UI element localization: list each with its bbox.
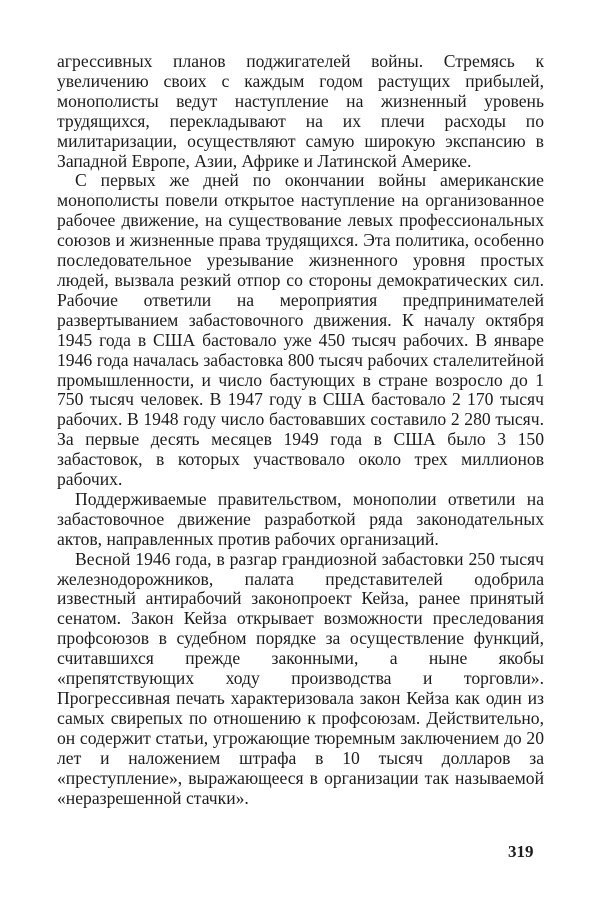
- paragraph-strike-movement: С первых же дней по окончании войны американские монополисты повели открытое наступление на организованное рабочее движение, на существование левых профессиональных союзов и жизненные права трудящихся. Эта политика, особенно последовательное урезывание жизненного уровня простых людей, вызвала резкий отпор со стороны демократических сил. Рабочие ответили на мероприятия предпринимателей развертыванием забастовочного движения. К началу октября 1945 года в США бастовало уже 450 тысяч рабочих. В январе 1946 года началась забастовка 800 тысяч рабочих сталелитейной промышленности, и число бастующих в стране возросло до 1 750 тысяч человек. В 1947 году в США бастовало 2 170 тысяч рабочих. В 1948 году число бастовавших составило 2 280 тысяч. За первые десять месяцев 1949 года в США было 3 150 забастовок, в которых участвовало около трех миллионов рабочих.: [57, 170, 544, 490]
- page-body: [57, 52, 544, 808]
- paragraph-legislative-response: Поддерживаемые правительством, монополии ответили на забастовочное движение разработкой ряда законодательных актов, направленных против рабочих организаций.: [57, 488, 544, 549]
- paragraph-case-bill: Весной 1946 года, в разгар грандиозной забастовки 250 тысяч железнодорожников, палата представителей одобрила известный антирабочий законопроект Кейза, ранее принятый сенатом. Закон Кейза открывает возможности преследования профсоюзов в судебном порядке за осуществление функций, считавшихся прежде законными, а ныне якобы «препятствующих ходу производства и торговли». Прогрессивная печать характеризовала закон Кейза как один из самых свирепых по отношению к профсоюзам. Действительно, он содержит статьи, угрожающие тюремным заключением до 20 лет и наложением штрафа в 10 тысяч долларов за «преступление», выражающееся в организации так называемой «неразрешенной стачки».: [57, 548, 544, 808]
- paragraph-continuation: агрессивных планов поджигателей войны. Стремясь к увеличению своих с каждым годом растущих прибылей, монополисты ведут наступление на жизненный уровень трудящихся, перекладывают на их плечи расходы по милитаризации, осуществляют самую широкую экспансию в Западной Европе, Азии, Африке и Латинской Америке.: [57, 51, 544, 171]
- page-number: 319: [508, 842, 534, 861]
